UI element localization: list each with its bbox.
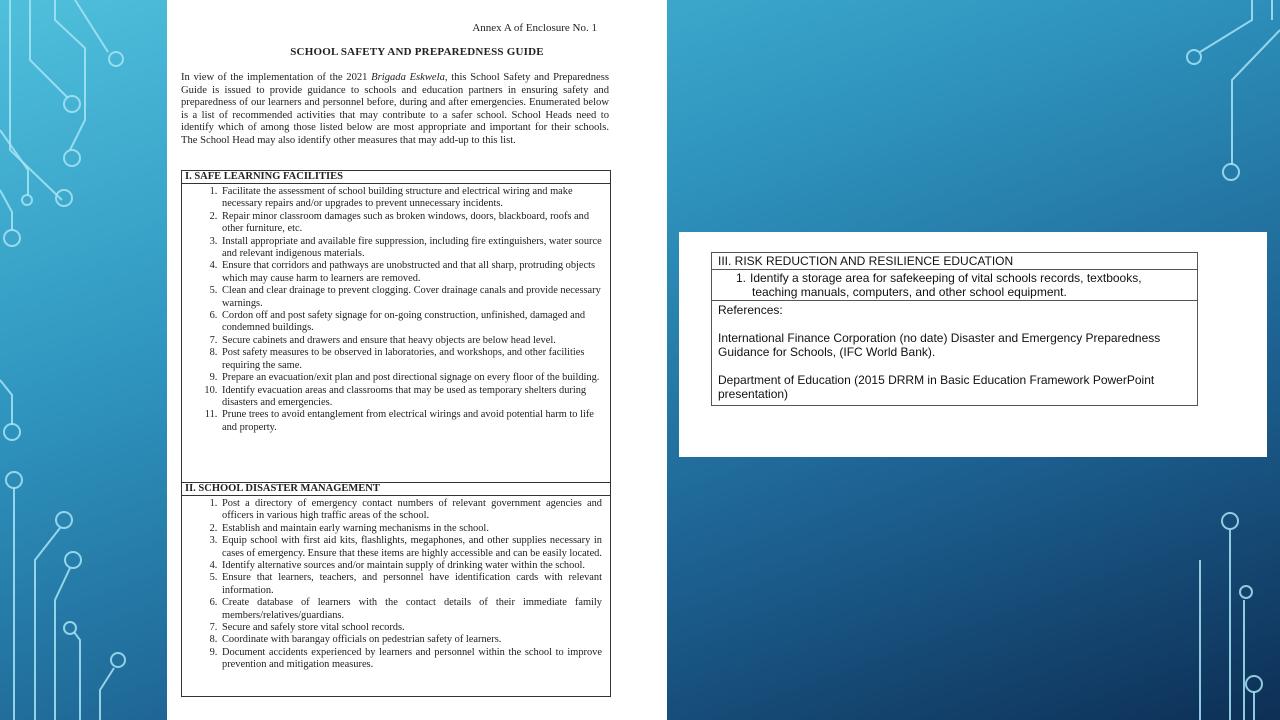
document-title: SCHOOL SAFETY AND PREPAREDNESS GUIDE	[290, 46, 544, 58]
intro-program-name: Brigada Eskwela	[371, 72, 445, 83]
list-item: 8. Post safety measures to be observed in laboratories, and workshops, and other facilities requiring the same.	[220, 347, 602, 372]
list-item: 1. Facilitate the assessment of school building structure and electrical wiring and make necessary repairs and/or upgrades to prevent unnecessary incidents.	[220, 186, 602, 211]
list-item: 2. Repair minor classroom damages such as broken windows, doors, blackboard, roofs and other furniture, etc.	[220, 211, 602, 236]
intro-paragraph	[181, 72, 609, 147]
risk-reduction-table	[711, 252, 1198, 406]
list-item: 11. Prune trees to avoid entanglement from electrical wirings and avoid potential harm to life and property.	[220, 409, 602, 434]
list-item: 7. Secure and safely store vital school records.	[220, 622, 602, 634]
list-item: 9. Document accidents experienced by learners and personnel within the school to improve prevention and mitigation measures.	[220, 647, 602, 672]
reference-entry: Department of Education (2015 DRRM in Basic Education Framework PowerPoint presentation)	[718, 373, 1155, 401]
circuit-decoration-left	[0, 0, 170, 720]
list-item: 3. Install appropriate and available fire suppression, including fire extinguishers, water source and relevant indigenous materials.	[220, 236, 602, 261]
item-text-line1: Identify a storage area for safekeeping of vital schools records, textbooks,	[750, 271, 1142, 285]
section-list	[182, 496, 610, 672]
annex-label: Annex A of Enclosure No. 1	[472, 22, 597, 34]
intro-text-start: In view of the implementation of the 2021	[181, 72, 372, 83]
list-item: 1. Post a directory of emergency contact numbers of relevant government agencies and officers in various high traffic areas of the school.	[220, 498, 602, 523]
list-item: 6. Create database of learners with the contact details of their immediate family members/relatives/guardians.	[220, 597, 602, 622]
list-item: 4. Identify alternative sources and/or maintain supply of drinking water within the school.	[220, 560, 602, 572]
risk-reduction-panel	[679, 232, 1267, 457]
list-item: 9. Prepare an evacuation/exit plan and post directional signage on every floor of the building.	[220, 372, 602, 384]
list-item: 6. Cordon off and post safety signage for on-going construction, unfinished, damaged and condemned buildings.	[220, 310, 602, 335]
list-item: 8. Coordinate with barangay officials on pedestrian safety of learners.	[220, 634, 602, 646]
list-item: 3. Equip school with first aid kits, flashlights, megaphones, and other supplies necessary in cases of emergency. Ensure that these items are highly accessible and can be easily located.	[220, 535, 602, 560]
list-item	[712, 270, 1197, 301]
list-item: 5. Ensure that learners, teachers, and personnel have identification cards with relevant information.	[220, 572, 602, 597]
list-item: 4. Ensure that corridors and pathways are unobstructed and that all sharp, protruding objects which may cause harm to learners are removed.	[220, 260, 602, 285]
references	[712, 301, 1197, 405]
list-item: 7. Secure cabinets and drawers and ensure that heavy objects are below head level.	[220, 335, 602, 347]
section-heading: I. SAFE LEARNING FACILITIES	[182, 171, 610, 184]
section-school-disaster-management	[181, 482, 611, 697]
section-heading: III. RISK REDUCTION AND RESILIENCE EDUCATION	[712, 253, 1197, 270]
references-label: References:	[718, 303, 783, 317]
intro-text-end: , this School Safety and Preparedness Guide is issued to provide guidance to schools and education partners in ensuring safety and preparedness of our learners and personnel before, during and after emergencies. Enumerated below is a list of recommended activities that may contribute to a safer school. School Heads need to identify which of among those listed below are most appropriate and important for their schools. The School Head may also identify other measures that may add-up to this list.	[181, 72, 609, 146]
document-page	[167, 0, 667, 720]
list-item: 5. Clean and clear drainage to prevent clogging. Cover drainage canals and provide necessary warnings.	[220, 285, 602, 310]
section-list	[182, 184, 610, 434]
reference-entry: International Finance Corporation (no date) Disaster and Emergency Preparedness Guidance for Schools, (IFC World Bank).	[718, 331, 1161, 359]
list-item: 10. Identify evacuation areas and classrooms that may be used as temporary shelters during disasters and emergencies.	[220, 385, 602, 410]
item-text-line2: teaching manuals, computers, and other school equipment.	[752, 285, 1067, 299]
section-heading: II. SCHOOL DISASTER MANAGEMENT	[182, 483, 610, 496]
item-number: 1.	[736, 271, 747, 285]
list-item: 2. Establish and maintain early warning mechanisms in the school.	[220, 523, 602, 535]
section-safe-learning-facilities	[181, 170, 611, 483]
